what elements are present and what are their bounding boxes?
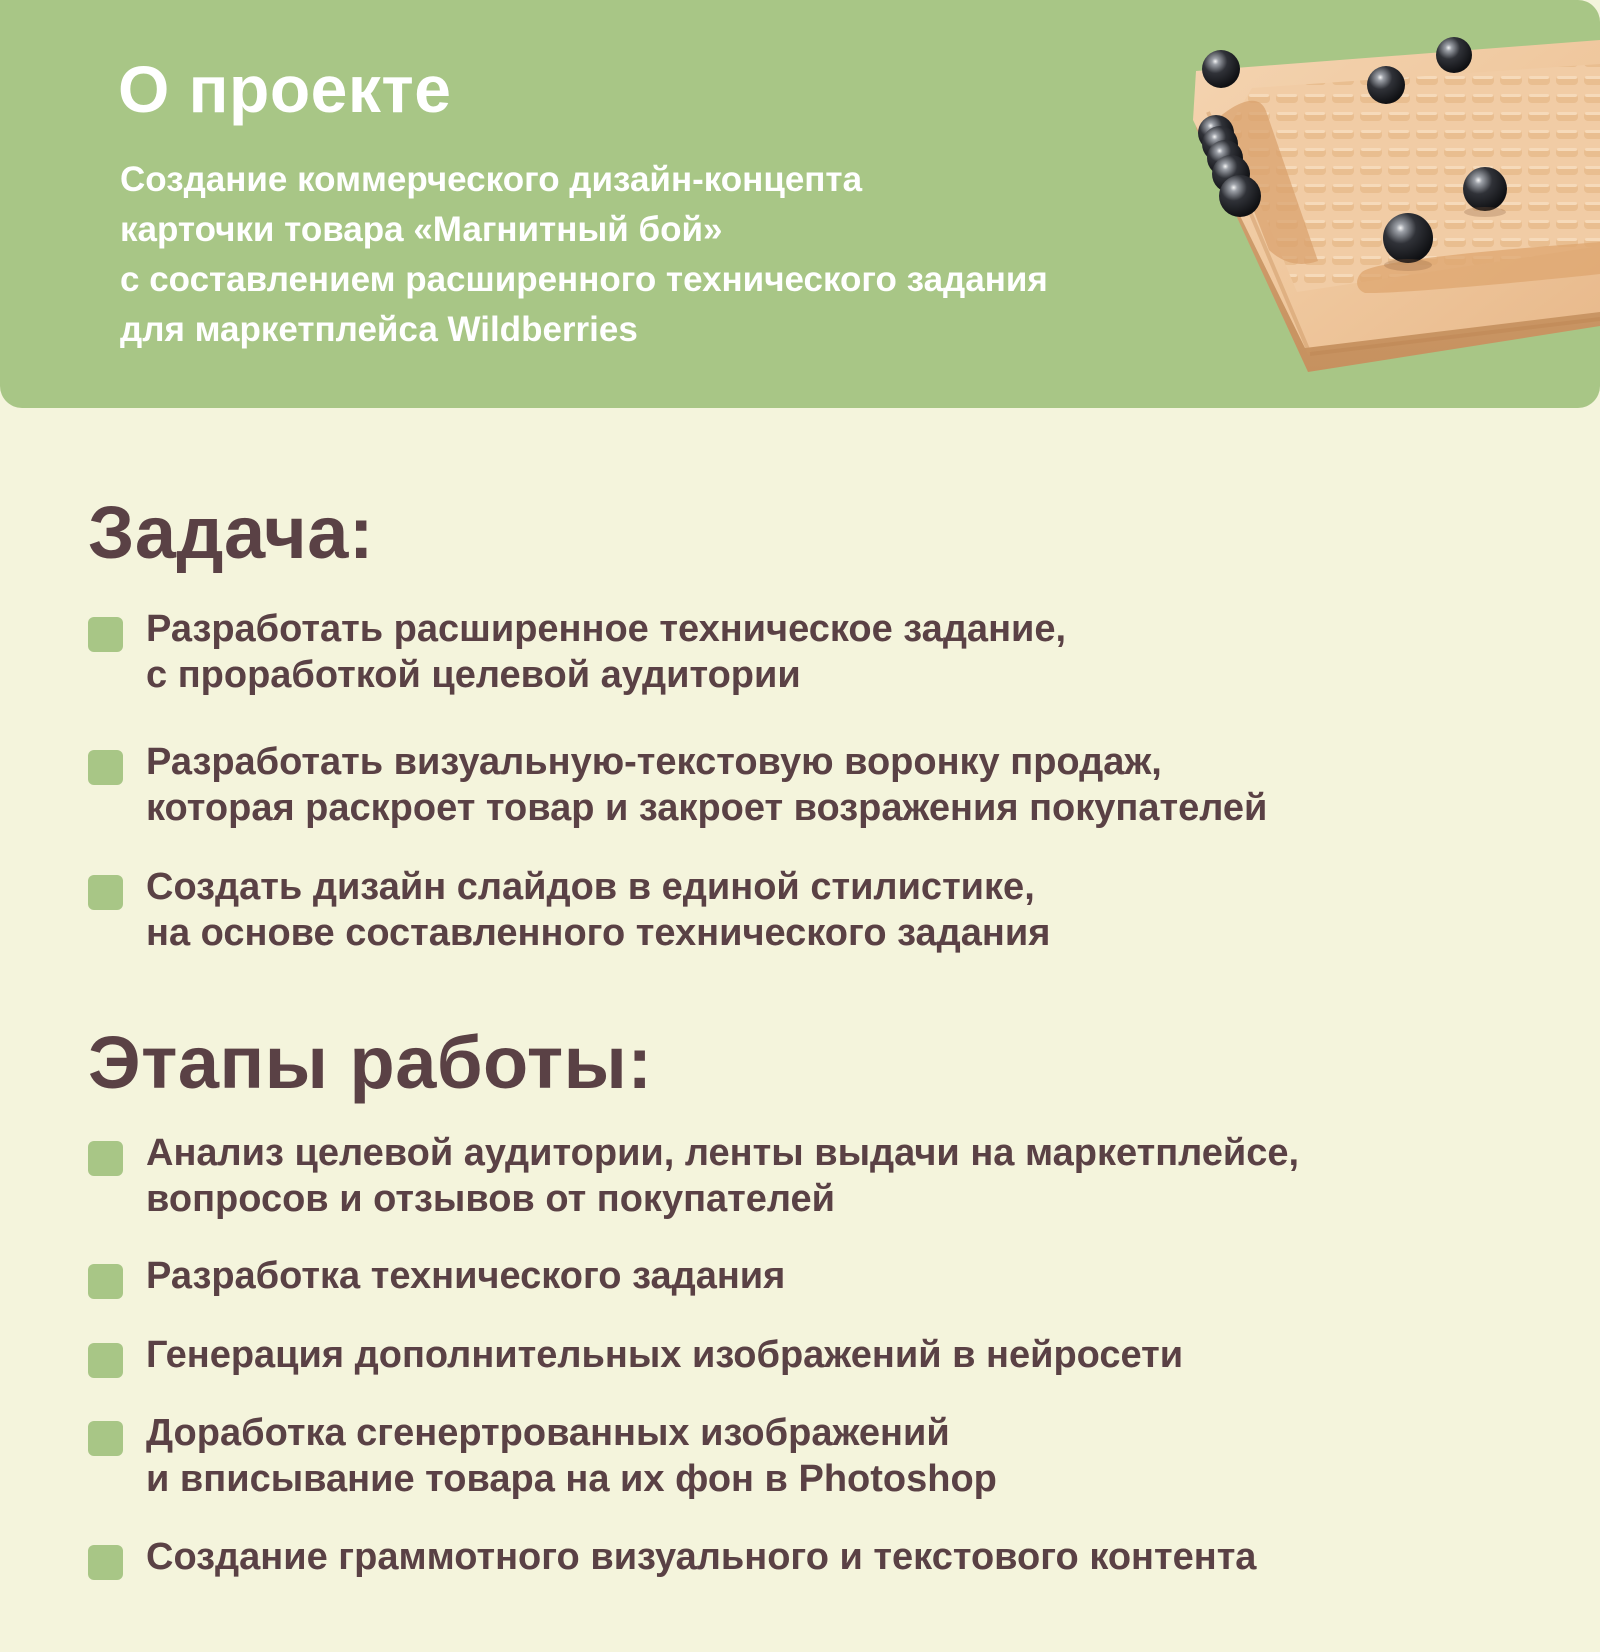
page-title: О проекте [118, 52, 452, 126]
task-item-line: Создать дизайн слайдов в единой стилистике, [146, 866, 1035, 908]
stage-item-line: Генерация дополнительных изображений в нейросети [146, 1334, 1184, 1376]
stage-item-line: Создание граммотного визуального и текстового контента [146, 1536, 1257, 1578]
square-bullet-icon [88, 617, 123, 652]
stage-item-line: Анализ целевой аудитории, ленты выдачи на маркетплейсе, [146, 1132, 1300, 1174]
task-item-line: которая раскроет товар и закроет возражения покупателей [146, 787, 1268, 829]
task-item-line: Разработать визуальную-текстовую воронку продаж, [146, 741, 1162, 783]
square-bullet-icon [88, 1545, 123, 1580]
stage-list-item [88, 1253, 1528, 1299]
project-description-line: Создание коммерческого дизайн-концепта [120, 160, 863, 199]
project-description-line: с составлением расширенного технического задания [120, 260, 1048, 299]
project-description [120, 155, 1170, 355]
stage-list-item [88, 1534, 1528, 1580]
stages-section-title: Этапы работы: [88, 1021, 653, 1104]
magnetic-board-game-image [1190, 36, 1600, 372]
project-description-line: для маркетплейса Wildberries [120, 310, 638, 349]
square-bullet-icon [88, 1141, 123, 1176]
task-list-item [88, 864, 1528, 956]
task-list-item [88, 606, 1528, 698]
stage-list-item [88, 1410, 1528, 1502]
square-bullet-icon [88, 1421, 123, 1456]
stage-list-item [88, 1130, 1528, 1222]
stage-item-line: и вписывание товара на их фон в Photoshop [146, 1458, 997, 1500]
stage-item-line: вопросов и отзывов от покупателей [146, 1178, 836, 1220]
stage-item-line: Доработка сгенертрованных изображений [146, 1412, 950, 1454]
task-section-title: Задача: [88, 491, 375, 574]
stage-list-item [88, 1332, 1528, 1378]
square-bullet-icon [88, 1343, 123, 1378]
task-item-line: с проработкой целевой аудитории [146, 654, 801, 696]
task-list-item [88, 739, 1528, 831]
square-bullet-icon [88, 1264, 123, 1299]
task-item-line: Разработать расширенное техническое задание, [146, 608, 1067, 650]
square-bullet-icon [88, 875, 123, 910]
square-bullet-icon [88, 750, 123, 785]
project-description-line: карточки товара «Магнитный бой» [120, 210, 723, 249]
stage-item-line: Разработка технического задания [146, 1255, 786, 1297]
task-item-line: на основе составленного технического задания [146, 912, 1051, 954]
project-hero-banner [0, 0, 1600, 408]
